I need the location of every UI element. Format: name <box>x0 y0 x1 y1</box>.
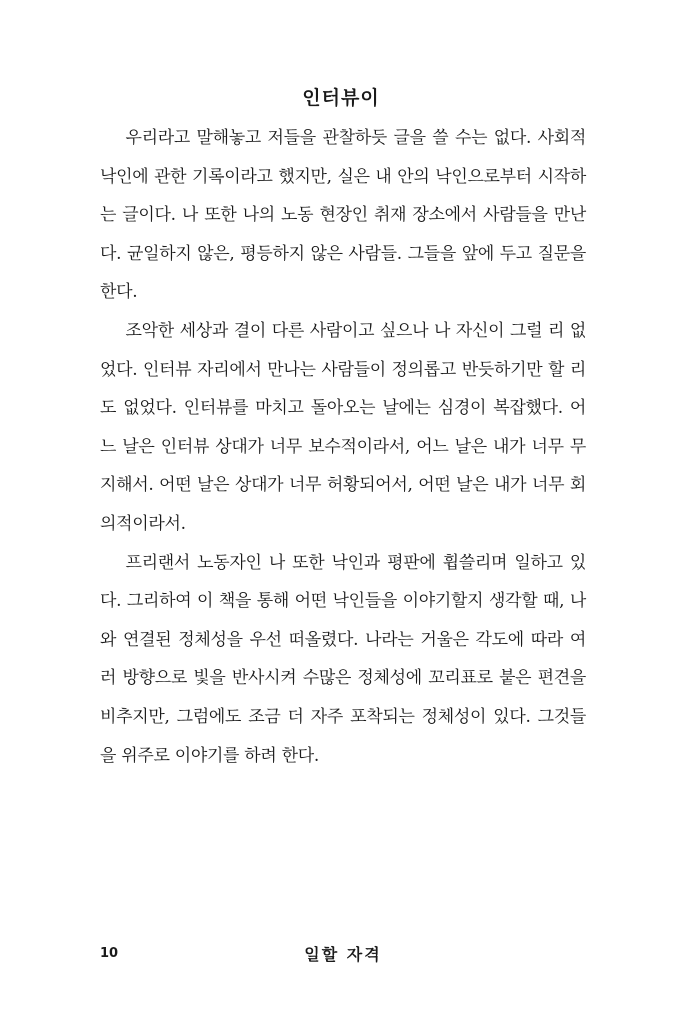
paragraph-2: 조악한 세상과 결이 다른 사람이고 싶으나 나 자신이 그럴 리 없었다. 인터뷰 자리에서 만나는 사람들이 정의롭고 반듯하기만 할 리도 없었다. 인터뷰를 마치고 돌아오는 날에는 심경이 복잡했다. 어느 날은 인터뷰 상대가 너무 보수적이라서, 어느 날은 내가 너무 무지해서. 어떤 날은 상대가 너무 허황되어서, 어떤 날은 내가 너무 회의적이라서. <box>100 320 586 534</box>
page-number: 10 <box>100 946 119 961</box>
paragraph-1: 우리라고 말해놓고 저들을 관찰하듯 글을 쓸 수는 없다. 사회적 낙인에 관한 기록이라고 했지만, 실은 내 안의 낙인으로부터 시작하는 글이다. 나 또한 나의 노동 현장인 취재 장소에서 사람들을 만난다. 균일하지 않은, 평등하지 않은 사람들. 그들을 앞에 두고 질문을 한다. <box>100 128 586 303</box>
page-footer <box>100 940 586 970</box>
paragraph-3: 프리랜서 노동자인 나 또한 낙인과 평판에 휩쓸리며 일하고 있다. 그리하여 이 책을 통해 어떤 낙인들을 이야기할지 생각할 때, 나와 연결된 정체성을 우선 떠올렸다. 나라는 거울은 각도에 따라 여러 방향으로 빛을 반사시켜 수많은 정체성에 꼬리표로 붙은 편견을 비추지만, 그럼에도 조금 더 자주 포착되는 정체성이 있다. 그것들을 위주로 이야기를 하려 한다. <box>100 552 586 766</box>
section-heading: 인터뷰이 <box>302 87 380 109</box>
book-title: 일할 자격 <box>304 945 382 964</box>
body-text <box>100 119 586 775</box>
